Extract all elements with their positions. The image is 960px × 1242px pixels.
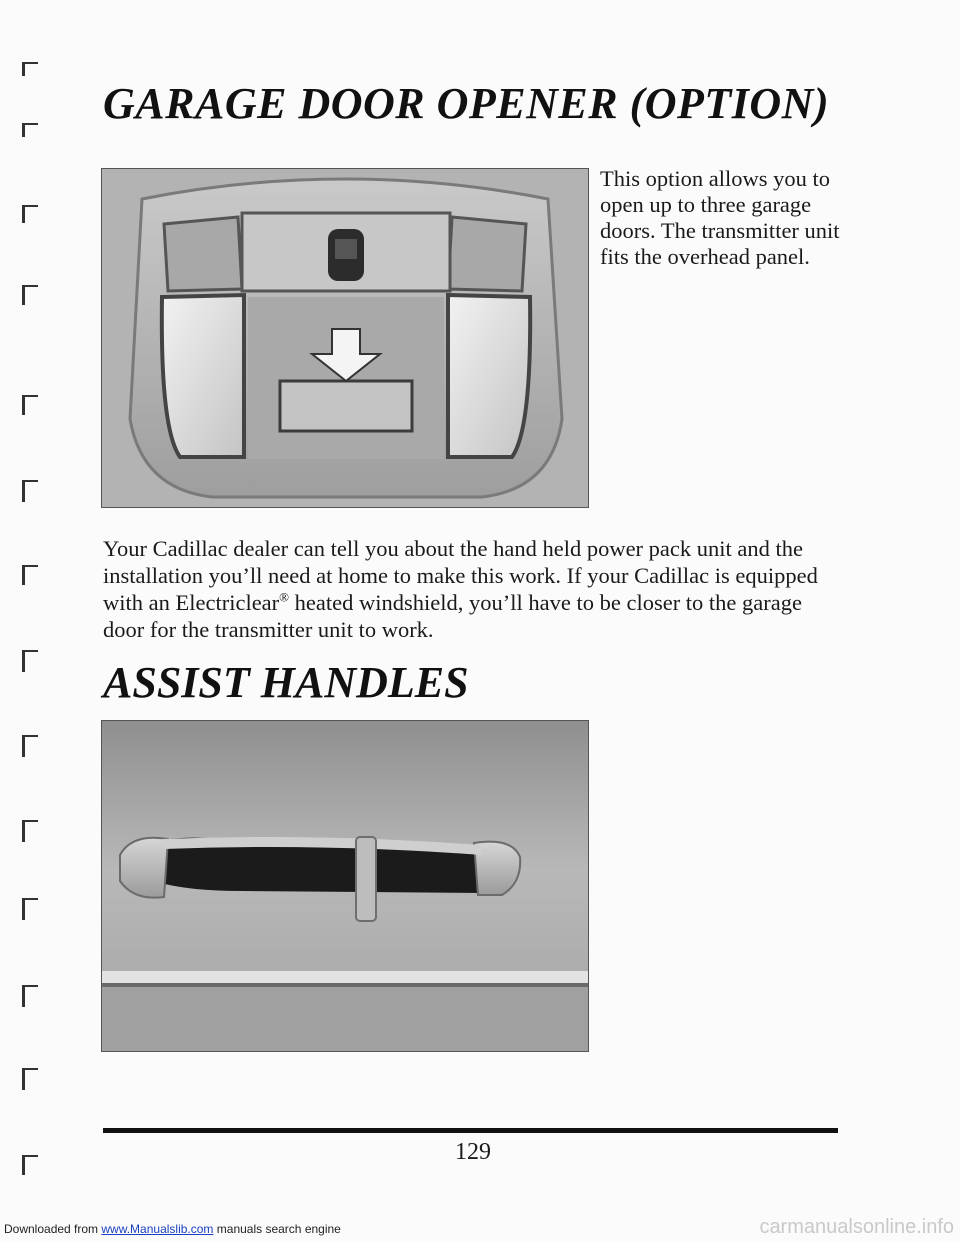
overhead-console-illustration — [102, 169, 588, 507]
manualslib-link[interactable]: www.Manualslib.com — [101, 1222, 214, 1236]
site-watermark: carmanualsonline.info — [759, 1216, 954, 1238]
body-text-part-1: Your Cadillac dealer can tell you about the hand held power pack unit and the installation you’ll need at home to make this work. If your Cadillac is equipped with an Electriclear — [103, 536, 818, 615]
page-number: 129 — [455, 1139, 491, 1165]
assist-handle-illustration — [102, 721, 588, 1051]
page-footer-rule — [103, 1128, 838, 1133]
registered-mark: ® — [279, 589, 290, 605]
body-text-part-2: heated windshield, you’ll have to be closer to the garage door for the transmitter unit to work. — [103, 590, 802, 642]
footer-prefix: Downloaded from — [4, 1222, 102, 1236]
garage-opener-description: This option allows you to open up to three garage doors. The transmitter unit fits the overhead panel. — [600, 166, 840, 269]
section-title-assist-handles: ASSIST HANDLES — [103, 658, 469, 707]
assist-handle-photo — [101, 720, 589, 1052]
section-title-garage-door-opener: GARAGE DOOR OPENER (OPTION) — [103, 79, 830, 128]
footer-suffix: manuals search engine — [213, 1222, 341, 1236]
garage-opener-body — [103, 535, 843, 643]
download-footer — [4, 1222, 341, 1236]
overhead-console-photo — [101, 168, 589, 508]
